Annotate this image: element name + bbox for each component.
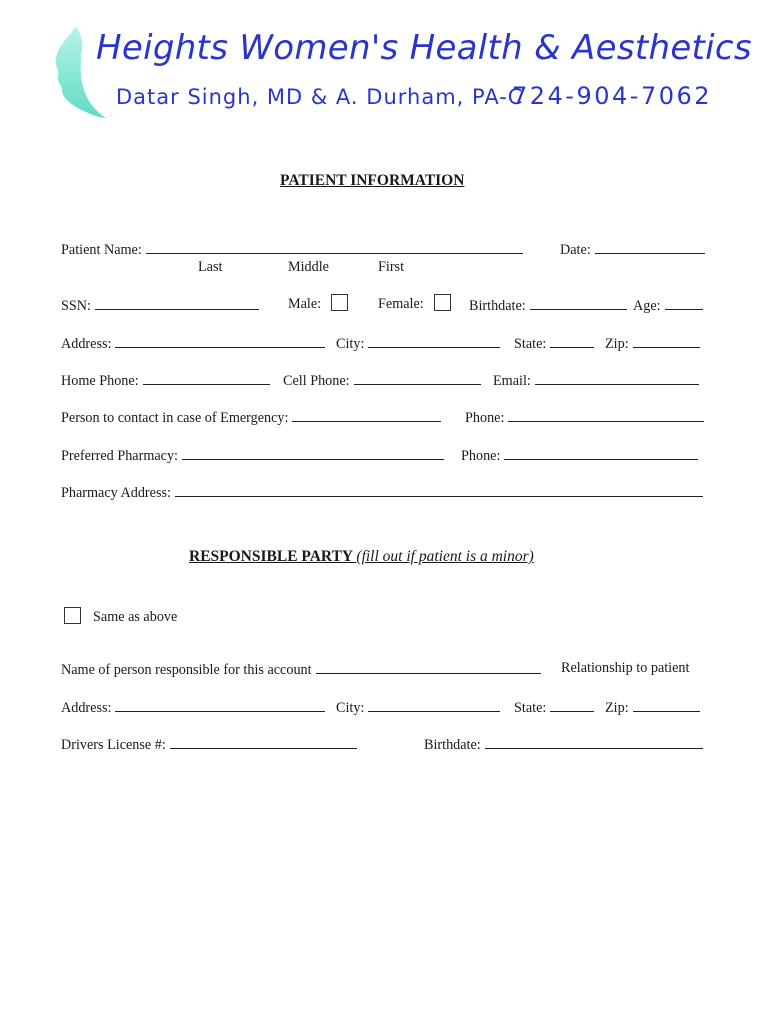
state-row: [514, 333, 594, 353]
patient-name-row: [61, 239, 523, 259]
relationship-label: Relationship to patient: [561, 660, 690, 676]
date-field[interactable]: [595, 239, 705, 254]
resp-address-row: [61, 697, 325, 717]
emergency-contact-field[interactable]: [292, 407, 441, 422]
zip-label: Zip:: [605, 336, 629, 352]
address-field[interactable]: [115, 333, 325, 348]
resp-address-label: Address:: [61, 700, 112, 716]
home-phone-row: [61, 370, 270, 390]
age-row: [633, 295, 703, 315]
ssn-row: [61, 295, 259, 315]
birthdate-label: Birthdate:: [469, 298, 526, 314]
pharmacy-phone-label: Phone:: [461, 448, 501, 464]
email-label: Email:: [493, 373, 531, 389]
drivers-license-field[interactable]: [170, 734, 357, 749]
city-field[interactable]: [368, 333, 500, 348]
same-as-above-checkbox[interactable]: [64, 607, 81, 624]
pharmacy-label: Preferred Pharmacy:: [61, 448, 178, 464]
zip-field[interactable]: [633, 333, 700, 348]
resp-state-label: State:: [514, 700, 547, 716]
date-row: [560, 239, 705, 259]
name-last-caption: Last: [198, 259, 223, 275]
name-middle-caption: Middle: [288, 259, 329, 275]
pharmacy-phone-field[interactable]: [504, 445, 698, 460]
date-label: Date:: [560, 242, 591, 258]
practice-phone: 724-904-7062: [512, 82, 713, 110]
home-phone-label: Home Phone:: [61, 373, 139, 389]
cell-phone-field[interactable]: [354, 370, 481, 385]
emergency-contact-row: [61, 407, 441, 427]
resp-city-label: City:: [336, 700, 365, 716]
responsible-name-row: [61, 659, 541, 679]
birthdate-field[interactable]: [530, 295, 627, 310]
pharmacy-row: [61, 445, 444, 465]
age-field[interactable]: [665, 295, 703, 310]
resp-city-field[interactable]: [368, 697, 500, 712]
female-label: Female:: [378, 296, 424, 312]
emergency-phone-label: Phone:: [465, 410, 505, 426]
age-label: Age:: [633, 298, 661, 314]
city-label: City:: [336, 336, 365, 352]
practice-name: Heights Women's Health & Aesthetics: [96, 28, 752, 68]
resp-birthdate-label: Birthdate:: [424, 737, 481, 753]
ssn-label: SSN:: [61, 298, 91, 314]
resp-city-row: [336, 697, 500, 717]
drivers-license-row: [61, 734, 357, 754]
state-label: State:: [514, 336, 547, 352]
email-row: [493, 370, 699, 390]
home-phone-field[interactable]: [143, 370, 270, 385]
patient-name-label: Patient Name:: [61, 242, 142, 258]
resp-state-row: [514, 697, 594, 717]
provider-names: Datar Singh, MD & A. Durham, PA-C: [116, 85, 524, 109]
male-checkbox[interactable]: [331, 294, 348, 311]
address-label: Address:: [61, 336, 112, 352]
emergency-contact-label: Person to contact in case of Emergency:: [61, 410, 289, 426]
cell-phone-label: Cell Phone:: [283, 373, 350, 389]
resp-address-field[interactable]: [115, 697, 325, 712]
responsible-name-label: Name of person responsible for this account: [61, 662, 312, 678]
resp-zip-row: [605, 697, 700, 717]
zip-row: [605, 333, 700, 353]
resp-zip-label: Zip:: [605, 700, 629, 716]
responsible-party-note: (fill out if patient is a minor): [356, 548, 534, 565]
responsible-name-field[interactable]: [316, 659, 541, 674]
patient-name-field[interactable]: [146, 239, 523, 254]
ssn-field[interactable]: [95, 295, 259, 310]
city-row: [336, 333, 500, 353]
pharmacy-phone-row: [461, 445, 698, 465]
resp-state-field[interactable]: [550, 697, 594, 712]
birthdate-row: [469, 295, 627, 315]
resp-zip-field[interactable]: [633, 697, 700, 712]
emergency-phone-field[interactable]: [508, 407, 704, 422]
emergency-phone-row: [465, 407, 704, 427]
same-as-above-label: Same as above: [93, 609, 178, 625]
female-checkbox[interactable]: [434, 294, 451, 311]
resp-birthdate-field[interactable]: [485, 734, 703, 749]
resp-birthdate-row: [424, 734, 703, 754]
male-label: Male:: [288, 296, 322, 312]
email-field[interactable]: [535, 370, 699, 385]
drivers-license-label: Drivers License #:: [61, 737, 166, 753]
state-field[interactable]: [550, 333, 594, 348]
pharmacy-field[interactable]: [182, 445, 444, 460]
cell-phone-row: [283, 370, 481, 390]
patient-info-heading: PATIENT INFORMATION: [280, 172, 465, 189]
pharmacy-address-row: [61, 482, 703, 502]
pharmacy-address-label: Pharmacy Address:: [61, 485, 171, 501]
name-first-caption: First: [378, 259, 405, 275]
pharmacy-address-field[interactable]: [175, 482, 703, 497]
address-row: [61, 333, 325, 353]
responsible-party-heading: RESPONSIBLE PARTY (fill out if patient is a minor): [189, 548, 534, 565]
